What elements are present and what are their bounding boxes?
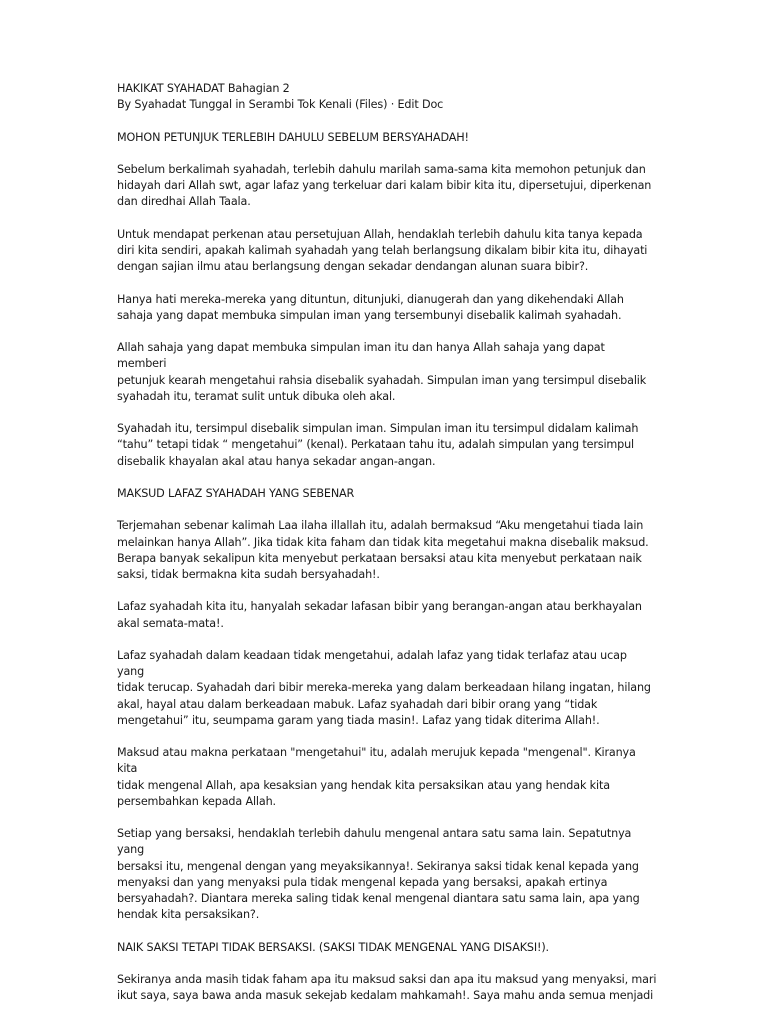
paragraph: Hanya hati mereka-mereka yang dituntun, ditunjuki, dianugerah dan yang dikehendaki Allah sahaja yang dapat membuka simpulan iman yang tersembunyi disebalik kalimah syahadah. — [117, 292, 624, 322]
paragraph: Setiap yang bersaksi, hendaklah terlebih dahulu mengenal antara satu sama lain. Sepatutnya yang bersaksi itu, mengenal dengan yang meyaksikannya!. Sekiranya saksi tidak kenal kepada yang menyaksi dan yang menyaksi pula tidak mengenal kepada yang bersaksi, apakah ertinya bersyahadah?. Diantara mereka saling tidak kenal mengenal diantara satu sama lain, apa yang hendak kita persaksikan?. — [117, 827, 640, 922]
section-heading-maksud-lafaz: MAKSUD LAFAZ SYAHADAH YANG SEBENAR — [117, 486, 355, 500]
section-heading-naik-saksi: NAIK SAKSI TETAPI TIDAK BERSAKSI. (SAKSI TIDAK MENGENAL YANG DISAKSI!). — [117, 940, 549, 954]
section-heading-mohon-petunjuk: MOHON PETUNJUK TERLEBIH DAHULU SEBELUM BERSYAHADAH! — [117, 130, 469, 144]
document-body — [117, 81, 657, 1021]
paragraph: Untuk mendapat perkenan atau persetujuan Allah, hendaklah terlebih dahulu kita tanya kepada diri kita sendiri, apakah kalimah syahadah yang telah berlangsung dikalam bibir kita itu, dihayati dengan sajian ilmu atau berlangsung dengan sekadar dendangan alunan suara bibir?. — [117, 227, 648, 274]
document-title: HAKIKAT SYAHADAT Bahagian 2 — [117, 82, 290, 95]
paragraph: Sekiranya anda masih tidak faham apa itu maksud saksi dan apa itu maksud yang menyaksi, mari ikut saya, saya bawa anda masuk sekejab kedalam mahkamah!. Saya mahu anda semua menjadi — [117, 972, 657, 1003]
document-byline: By Syahadat Tunggal in Serambi Tok Kenali (Files) · Edit Doc — [117, 98, 444, 112]
paragraph: Terjemahan sebenar kalimah Laa ilaha illallah itu, adalah bermaksud “Aku mengetahui tiada lain melainkan hanya Allah”. Jika tidak kita faham dan tidak kita megetahui makna disebalik maksud. Berapa banyak sekalipun kita menyebut perkataan bersaksi atau kita menyebut perkataan naik saksi, tidak bermakna kita sudah bersyahadah!. — [117, 519, 649, 581]
paragraph: Syahadah itu, tersimpul disebalik simpulan iman. Simpulan iman itu tersimpul didalam kalimah “tahu” tetapi tidak “ mengetahui” (kenal). Perkataan tahu itu, adalah simpulan yang tersimpul disebalik khayalan akal atau hanya sekadar angan-angan. — [117, 422, 639, 468]
paragraph: Lafaz syahadah dalam keadaan tidak mengetahui, adalah lafaz yang tidak terlafaz atau ucap yang tidak terucap. Syahadah dari bibir mereka-mereka yang dalam berkeadaan hilang ingatan, hilang akal, hayal atau dalam berkeadaan mabuk. Lafaz syahadah dari bibir orang yang “tidak mengetahui” itu, seumpama garam yang tiada masin!. Lafaz yang tidak diterima Allah!. — [117, 648, 651, 727]
paragraph: Allah sahaja yang dapat membuka simpulan iman itu dan hanya Allah sahaja yang dapat memberi petunjuk kearah mengetahui rahsia disebalik syahadah. Simpulan iman yang tersimpul disebalik syahadah itu, teramat sulit untuk dibuka oleh akal. — [117, 341, 647, 403]
paragraph: Maksud atau makna perkataan "mengetahui" itu, adalah merujuk kepada "mengenal". Kiranya kita tidak mengenal Allah, apa kesaksian yang hendak kita persaksikan atau yang hendak kita persembahkan kepada Allah. — [117, 746, 636, 808]
paragraph: Sebelum berkalimah syahadah, terlebih dahulu marilah sama-sama kita memohon petunjuk dan hidayah dari Allah swt, agar lafaz yang terkeluar dari kalam bibir kita itu, dipersetujui, diperkenan dan diredhai Allah Taala. — [117, 162, 652, 209]
paragraph: Lafaz syahadah kita itu, hanyalah sekadar lafasan bibir yang berangan-angan atau berkhayalan akal semata-mata!. — [117, 600, 642, 630]
